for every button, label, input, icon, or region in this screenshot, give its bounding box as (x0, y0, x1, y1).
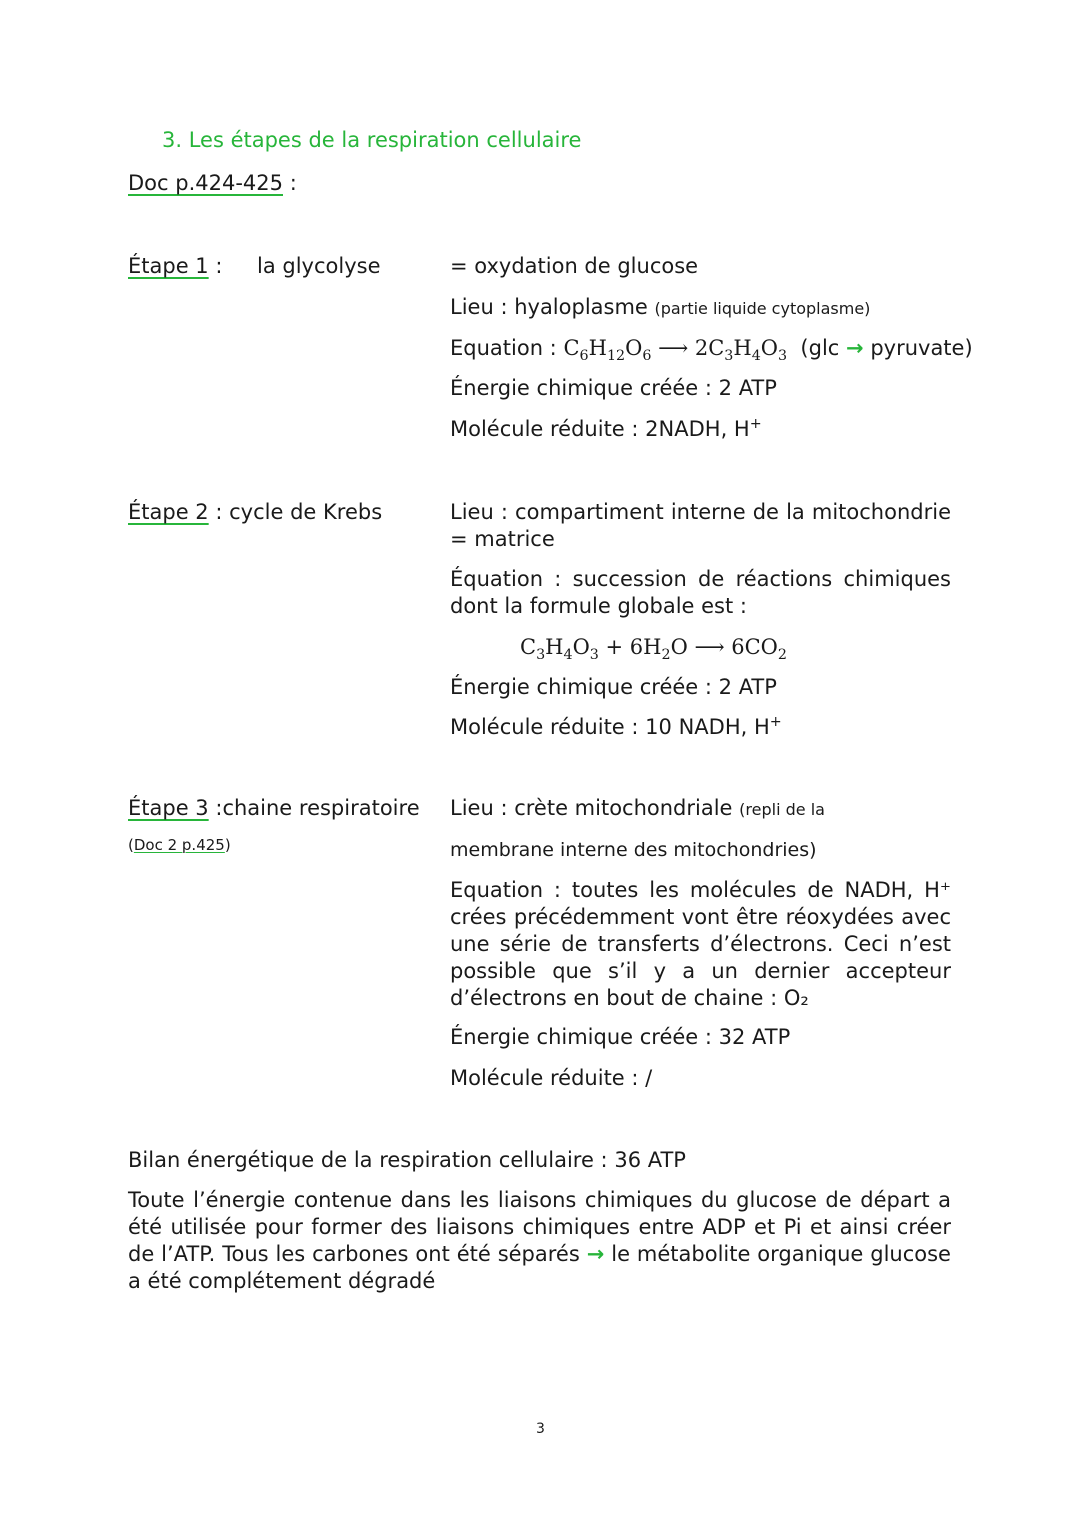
step-3-doc: (Doc 2 p.425) (128, 836, 231, 854)
step-3-energie-value: 32 ATP (718, 1025, 791, 1049)
step-1-equation (450, 335, 973, 365)
step-1-equation-label: Equation : (450, 336, 557, 360)
step-3-energie-label: Énergie chimique créée : (450, 1025, 712, 1049)
step-3-doc-ref: Doc 2 p.425 (133, 836, 225, 854)
conclusion-part-1: Toute l’énergie contenue dans les liaisons chimiques du glucose de départ a été utilisée pour former des liaisons chimiques entre ADP et Pi et ainsi créer de l’ATP. Tous les carbones ont été séparés (128, 1188, 951, 1266)
step-3-name: chaine respiratoire (222, 796, 420, 820)
step-1-energie-value: 2 ATP (718, 376, 777, 400)
krebs-formula: $C_3H_4O_3 + 6H_2O$ ⟶ $6CO_2$ (520, 635, 787, 664)
conclusion-part-2: le métabolite organique glucose a été complétement dégradé (128, 1242, 951, 1293)
doc-reference-line (128, 170, 297, 197)
step-1-energie (450, 375, 777, 402)
step-2-name: cycle de Krebs (229, 500, 383, 524)
step-2-title (128, 499, 382, 526)
bilan-value: 36 ATP (614, 1148, 686, 1172)
step-2-energie (450, 674, 777, 701)
step-2-equation: Équation : succession de réactions chimiques dont la formule globale est : (450, 567, 951, 618)
step-1-definition: = oxydation de glucose (450, 254, 699, 278)
step-3-lieu-label: Lieu : (450, 796, 508, 820)
step-1-equation-note-close: pyruvate) (870, 336, 973, 360)
step-3-molecule-label: Molécule réduite : (450, 1066, 639, 1090)
conclusion-paragraph (128, 1187, 951, 1295)
step-1-equation-note-open: (glc (800, 336, 840, 360)
step-3-energie (450, 1024, 790, 1051)
step-3-title (128, 795, 420, 822)
step-1-lieu (450, 294, 870, 322)
step-3-equation: Equation : toutes les molécules de NADH, H⁺ crées précédemment vont être réoxydées avec une série de transferts d’électrons. Ceci n’est possible que s’il y a un dernier accepteur d’électrons en bout de chaine : O₂ (450, 878, 951, 1010)
step-3-molecule-value: / (645, 1066, 653, 1090)
step-2-label: Étape 2 (128, 500, 209, 524)
arrow-icon: → (846, 336, 864, 360)
step-1-label: Étape 1 (128, 254, 209, 278)
step-1-molecule-label: Molécule réduite : (450, 417, 639, 441)
arrow-icon: → (586, 1242, 605, 1266)
step-1-lieu-label: Lieu : (450, 295, 508, 319)
step-2-lieu: Lieu : compartiment interne de la mitochondrie = matrice (450, 500, 951, 551)
step-1-lieu-value: hyaloplasme (514, 295, 648, 319)
step-3-lieu-value: crète mitochondriale (514, 796, 733, 820)
step-3-molecule (450, 1065, 652, 1092)
bilan (128, 1147, 686, 1174)
doc-reference: Doc p.424-425 (128, 171, 283, 195)
step-3-sep: : (215, 796, 223, 820)
step-2-molecule: Molécule réduite : 10 NADH, H+ (450, 714, 782, 739)
step-3-lieu-continued: membrane interne des mitochondries) (450, 839, 817, 861)
step-1-title (128, 253, 222, 280)
step-2-molecule-value: 10 NADH, H (645, 715, 770, 739)
doc-colon: : (289, 171, 297, 195)
step-1-molecule-value: 2NADH, H (645, 417, 750, 441)
glycolysis-formula: $C_6H_{12}O_6$ ⟶ $2C_3H_4O_3$ (563, 336, 788, 365)
step-2-energie-label: Énergie chimique créée : (450, 675, 712, 699)
step-2-energie-value: 2 ATP (718, 675, 777, 699)
step-2-molecule-label: Molécule réduite : (450, 715, 639, 739)
step-3-lieu (450, 795, 825, 823)
page-number: 3 (536, 1421, 545, 1437)
step-2-sep: : (215, 500, 223, 524)
step-1-molecule: Molécule réduite : 2NADH, H+ (450, 416, 762, 441)
section-title: 3. Les étapes de la respiration cellulaire (162, 128, 582, 152)
step-3-label: Étape 3 (128, 796, 209, 820)
step-1-sep: : (215, 254, 223, 278)
step-1-energie-label: Énergie chimique créée : (450, 376, 712, 400)
step-3-lieu-note: (repli de la (739, 800, 825, 819)
bilan-label: Bilan énergétique de la respiration cellulaire : (128, 1148, 608, 1172)
step-1-name: la glycolyse (257, 254, 381, 278)
step-1-lieu-note: (partie liquide cytoplasme) (654, 299, 871, 318)
